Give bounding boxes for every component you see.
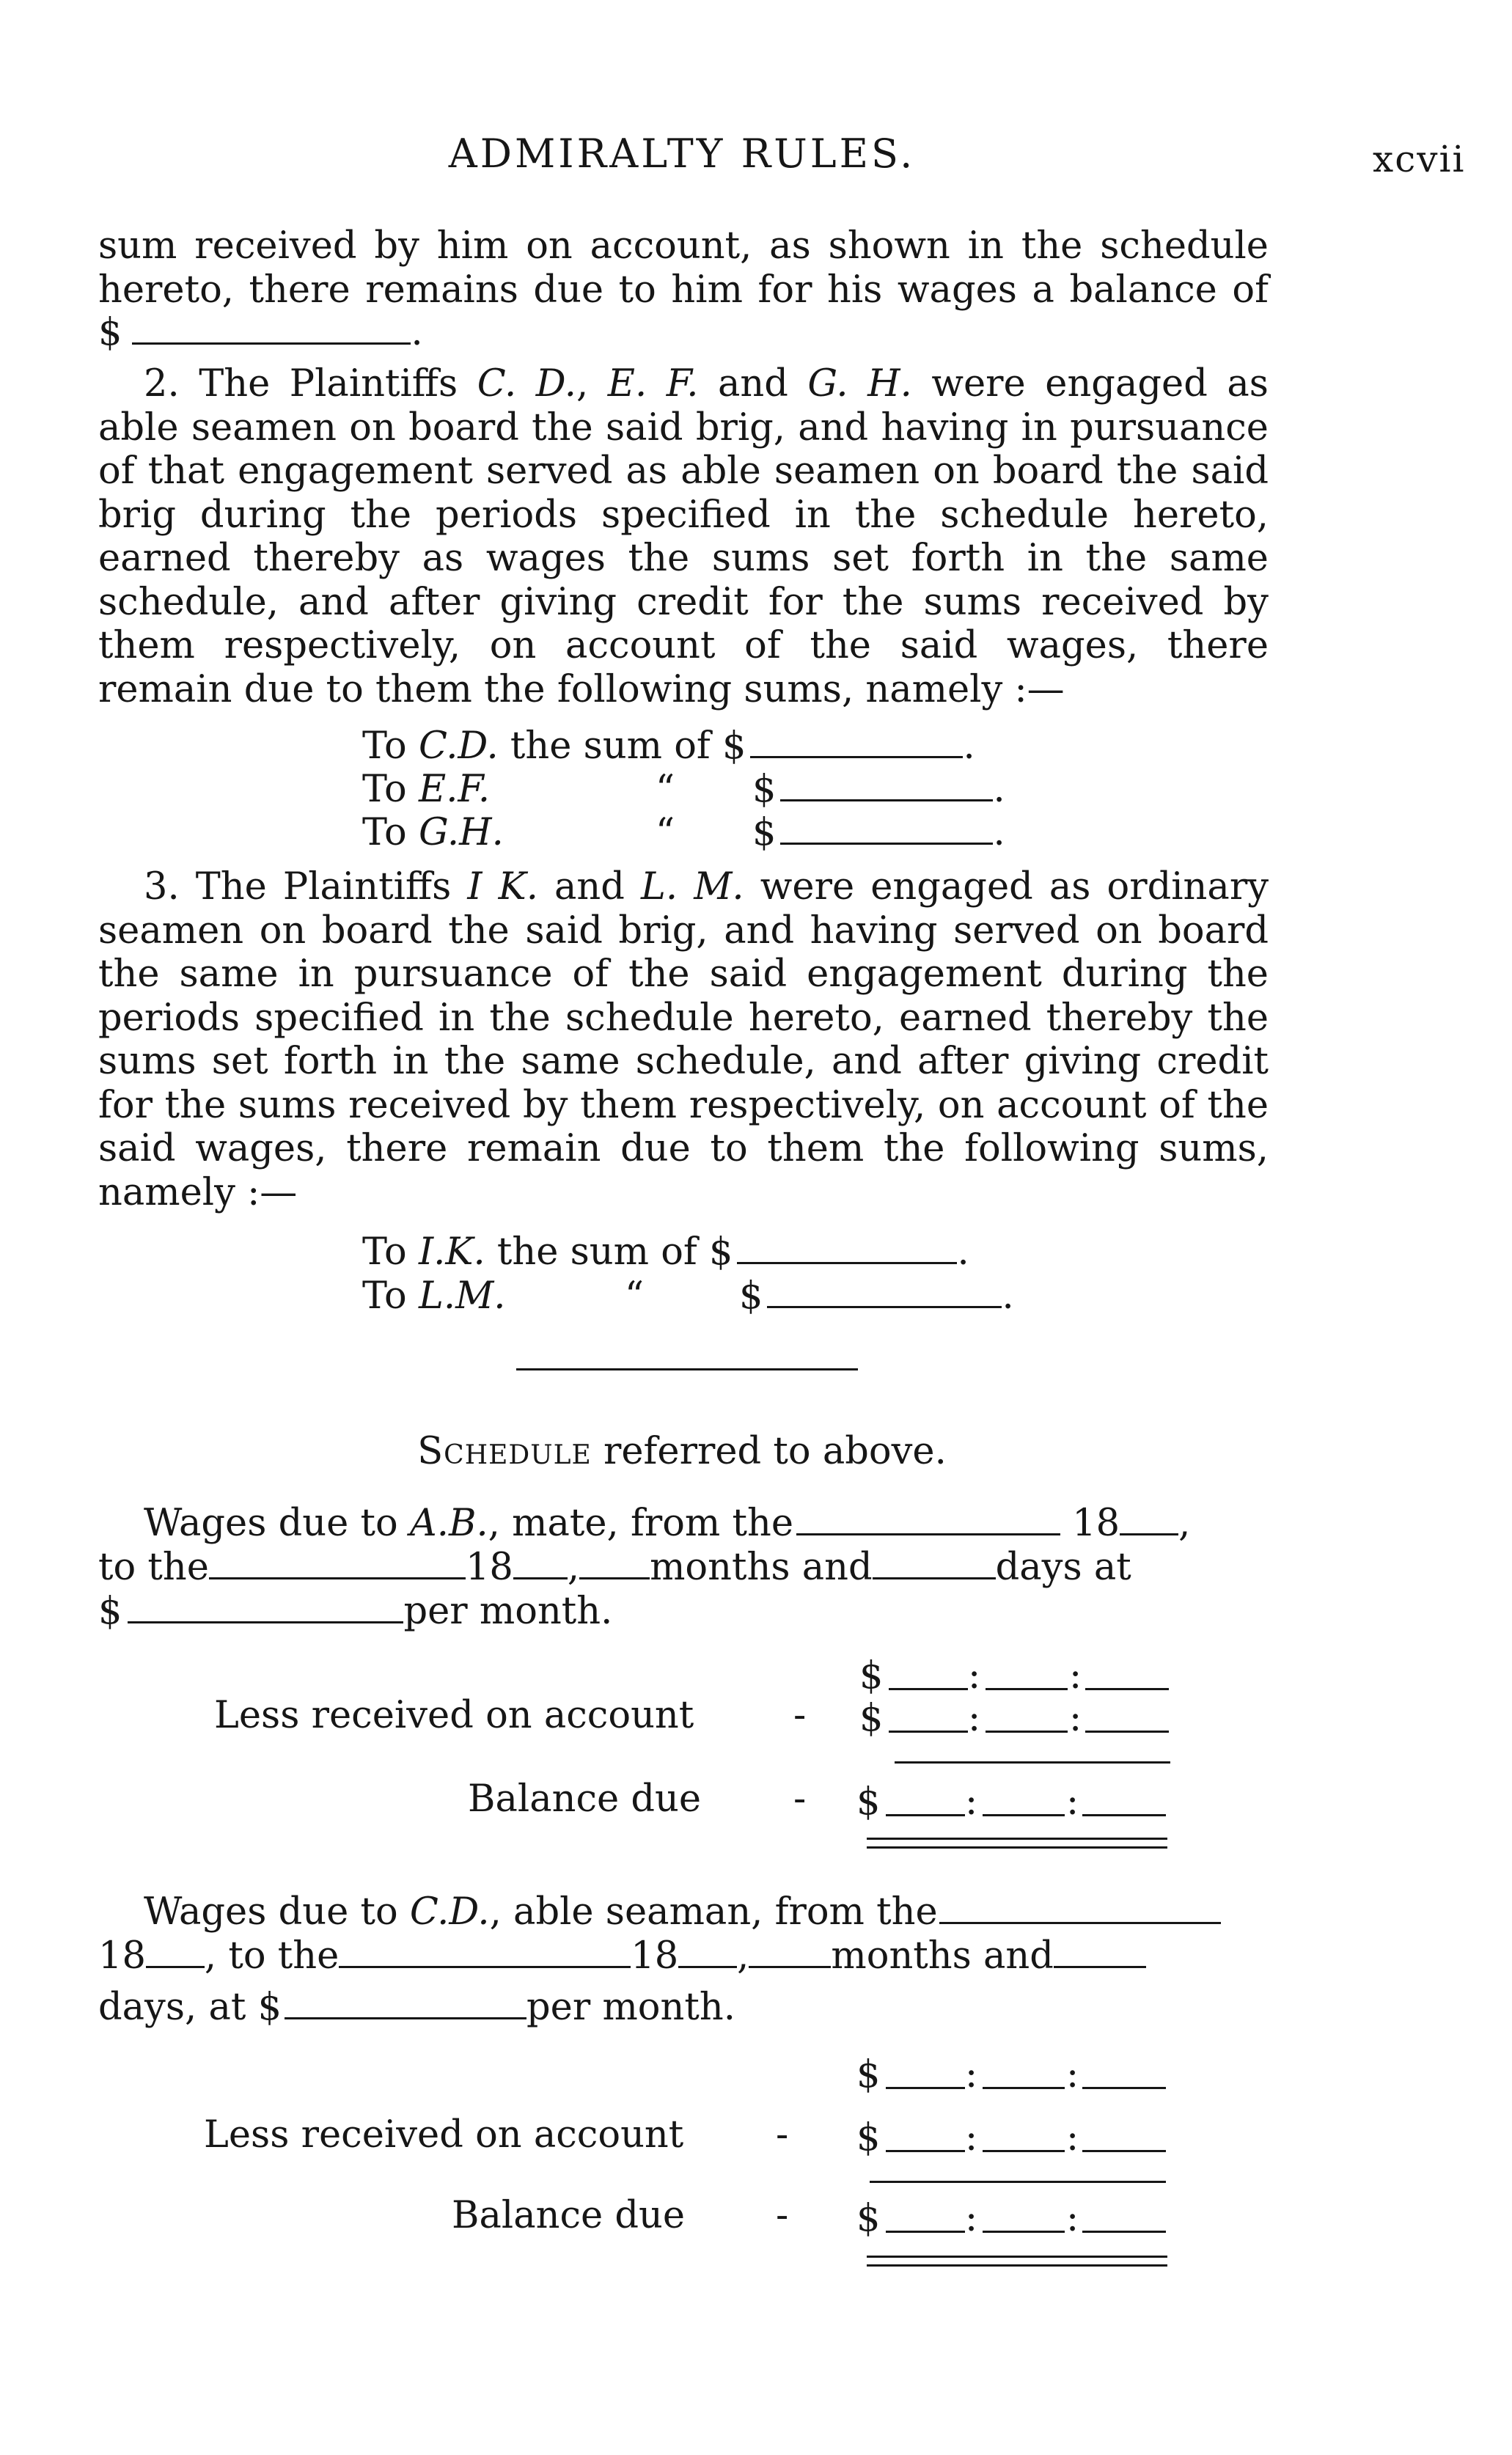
plaintiff-gh: G. H. <box>807 362 912 406</box>
sum-to: To <box>362 1274 407 1318</box>
blank-pence <box>1085 1659 1169 1690</box>
sum-line-ik <box>362 1230 969 1274</box>
sum-line-lm <box>362 1274 1014 1318</box>
sum-text: the sum of $ <box>510 724 746 768</box>
colon: : <box>965 2053 978 2096</box>
sum-name: E.F. <box>418 768 491 811</box>
dollar-sign: $ <box>98 1590 122 1633</box>
blank-shillings <box>986 1701 1068 1733</box>
entry-2-received-amount <box>856 2116 1079 2160</box>
seaman-name-ab: A.B. <box>409 1502 488 1545</box>
colon: : <box>968 1697 981 1740</box>
blank-dollars <box>886 2201 965 2233</box>
blank-balance-amount <box>132 313 411 345</box>
schedule-heading-word: Schedule <box>417 1430 592 1473</box>
plaintiff-ef: E. F. <box>607 362 699 406</box>
year-prefix: 18 <box>98 1934 146 1978</box>
blank-days <box>873 1548 996 1579</box>
period: . <box>1002 1274 1014 1318</box>
blank-days <box>1054 1937 1146 1968</box>
period: . <box>963 724 975 768</box>
comma: , <box>737 1934 749 1978</box>
entry-text: days at <box>995 1546 1131 1589</box>
total-rule-2 <box>867 1846 1167 1849</box>
dollar-group <box>752 768 1005 812</box>
entry-1-line-2 <box>98 1546 1131 1590</box>
dollar-sign: $ <box>856 2116 881 2159</box>
entry-2-line-2 <box>98 1934 1146 1978</box>
comma: , <box>1178 1502 1191 1545</box>
blank-year <box>1120 1504 1178 1535</box>
blank-pence <box>1082 1785 1166 1816</box>
blank-pence <box>1082 2201 1166 2233</box>
period: . <box>993 811 1005 854</box>
sum-line-gh <box>362 811 1005 855</box>
blank-shillings <box>983 2058 1065 2089</box>
balance-due-label: Balance due <box>452 2194 686 2237</box>
colon: : <box>965 2116 978 2159</box>
paragraph-2-number: 2. <box>144 362 180 406</box>
blank-dollars <box>886 1785 965 1816</box>
blank-year <box>513 1548 568 1579</box>
total-rule-2 <box>867 2264 1167 2267</box>
period: . <box>993 768 1005 811</box>
paragraph-3 <box>98 865 1269 1214</box>
plaintiff-lm: L. M. <box>641 865 744 909</box>
subtotal-rule <box>895 1761 1170 1764</box>
dollar-sign: $ <box>739 1274 763 1318</box>
colon: : <box>1069 1697 1082 1740</box>
balance-due-label: Balance due <box>468 1777 702 1821</box>
section-divider <box>516 1368 858 1370</box>
paragraph-1 <box>98 224 1269 312</box>
year-prefix: 18 <box>465 1546 513 1589</box>
colon: : <box>1069 1654 1082 1698</box>
blank-amount <box>780 813 993 845</box>
period: . <box>411 311 423 354</box>
period: . <box>957 1230 969 1274</box>
blank-dollars <box>886 2121 965 2152</box>
conjunction: and <box>717 362 788 406</box>
page-number: xcvii <box>1373 138 1466 180</box>
blank-to-date <box>209 1548 466 1579</box>
running-header-title: ADMIRALTY RULES. <box>448 131 916 177</box>
year-prefix: 18 <box>631 1934 679 1978</box>
blank-pence <box>1082 2058 1166 2089</box>
blank-shillings <box>983 2121 1065 2152</box>
sum-to: To <box>362 724 407 768</box>
entry-1-received-amount <box>859 1697 1082 1741</box>
colon: : <box>1066 2197 1079 2240</box>
blank-rate <box>285 1988 526 2019</box>
comma: , <box>567 1546 580 1589</box>
sum-name: G.H. <box>418 811 504 854</box>
colon: : <box>965 1780 978 1824</box>
entry-text: months and <box>650 1546 873 1589</box>
sum-name: L.M. <box>418 1274 506 1318</box>
dollar-group <box>739 1274 1014 1318</box>
blank-pence <box>1085 1701 1169 1733</box>
dash: - <box>776 2194 789 2237</box>
entry-text: Wages due to <box>144 1502 398 1545</box>
blank-dollars <box>886 2058 965 2089</box>
sum-name: I.K. <box>418 1230 485 1274</box>
conjunction: and <box>554 865 625 909</box>
total-rule-1 <box>867 1838 1167 1840</box>
ditto-mark: “ <box>625 1274 645 1318</box>
entry-text: months and <box>831 1934 1054 1978</box>
year-prefix: 18 <box>1072 1502 1120 1545</box>
dollar-sign: $ <box>98 311 122 354</box>
entry-text: , to the <box>204 1934 340 1978</box>
entry-1-balance-amount <box>856 1780 1079 1824</box>
entry-text: days, at $ <box>98 1986 282 2029</box>
blank-shillings <box>986 1659 1068 1690</box>
blank-amount <box>767 1277 1002 1308</box>
sum-line-ef <box>362 768 1005 812</box>
dash: - <box>793 1777 807 1821</box>
plaintiff-cd: C. D. <box>477 362 577 406</box>
dash: - <box>776 2113 789 2157</box>
dash: - <box>793 1694 807 1737</box>
entry-text: Wages due to <box>144 1890 398 1934</box>
sum-text: the sum of $ <box>496 1230 733 1274</box>
schedule-heading <box>0 1430 1364 1473</box>
less-received-label: Less received on account <box>204 2113 684 2157</box>
dollar-sign: $ <box>752 768 777 811</box>
dollar-sign: $ <box>856 1780 881 1824</box>
dollar-sign: $ <box>859 1697 884 1740</box>
blank-rate <box>128 1592 403 1623</box>
entry-text: per month. <box>526 1986 735 2029</box>
paragraph-3-number: 3. <box>144 865 180 909</box>
dollar-sign: $ <box>752 811 777 854</box>
sum-name: C.D. <box>418 724 499 768</box>
blank-dollars <box>889 1701 968 1733</box>
paragraph-2-text-a: The Plaintiffs <box>199 362 458 406</box>
blank-dollars <box>889 1659 968 1690</box>
dollar-sign: $ <box>856 2053 881 2096</box>
sum-line-cd <box>362 724 975 768</box>
blank-months <box>579 1548 650 1579</box>
entry-text: per month. <box>403 1590 613 1633</box>
blank-pence <box>1082 2121 1166 2152</box>
sum-to: To <box>362 768 407 811</box>
total-rule-1 <box>867 2256 1167 2258</box>
schedule-heading-rest: referred to above. <box>603 1430 947 1473</box>
paragraph-1-line-1: sum received by him on account, as shown in the schedule <box>98 224 1269 268</box>
ditto-mark: “ <box>656 768 675 811</box>
balance-line <box>98 311 423 355</box>
blank-shillings <box>983 1785 1065 1816</box>
entry-1-line-3 <box>98 1590 612 1634</box>
dollar-group <box>752 811 1005 855</box>
paragraph-2 <box>98 362 1269 711</box>
paragraph-3-text-a: The Plaintiffs <box>195 865 452 909</box>
seaman-name-cd: C.D. <box>409 1890 490 1934</box>
colon: : <box>1066 2053 1079 2096</box>
paragraph-3-text-b: were engaged as ordinary seamen on board the said brig, and having served on board the same in pursuance of the said engagement during the periods specified in the schedule hereto, earned thereby the sums set forth in the same schedule, and after giving credit for the sums received by them respectively, on account of the said wages, there remain due to them the following sums, namely :— <box>98 865 1269 1214</box>
blank-to-date <box>339 1937 631 1968</box>
entry-2-line-3 <box>98 1986 735 2030</box>
entry-2-wages-amount <box>856 2053 1079 2097</box>
blank-from-date <box>939 1893 1221 1924</box>
blank-amount <box>737 1233 957 1264</box>
paragraph-1-line-2: hereto, there remains due to him for his wages a balance of <box>98 268 1269 312</box>
colon: : <box>1066 2116 1079 2159</box>
entry-2-line-1 <box>144 1890 1221 1934</box>
dollar-sign: $ <box>859 1654 884 1698</box>
plaintiff-ik: I K. <box>467 865 538 909</box>
less-received-label: Less received on account <box>214 1694 694 1737</box>
blank-months <box>749 1937 831 1968</box>
blank-year <box>678 1937 737 1968</box>
ditto-mark: “ <box>656 811 675 854</box>
subtotal-rule <box>870 2181 1166 2183</box>
entry-text: to the <box>98 1546 209 1589</box>
sum-to: To <box>362 1230 407 1274</box>
blank-amount <box>750 727 963 758</box>
comma: , <box>576 362 589 406</box>
entry-text: , able seaman, from the <box>489 1890 938 1934</box>
entry-1-wages-amount <box>859 1654 1082 1698</box>
entry-text: , mate, from the <box>488 1502 793 1545</box>
paragraph-2-text-b: were engaged as able seamen on board the said brig, and having in pursuance of that engagement served as able seamen on board the said brig during the periods specified in the schedule hereto, earned thereby as wages the sums set forth in the same schedule, and after giving credit for the sums received by them respectively, on account of the said wages, there remain due to them the following sums, namely :— <box>98 362 1269 711</box>
colon: : <box>968 1654 981 1698</box>
blank-year <box>146 1937 205 1968</box>
entry-2-balance-amount <box>856 2197 1079 2241</box>
dollar-sign: $ <box>856 2197 881 2240</box>
blank-amount <box>780 770 993 801</box>
blank-from-date <box>796 1504 1060 1535</box>
sum-to: To <box>362 811 407 854</box>
blank-shillings <box>983 2201 1065 2233</box>
colon: : <box>1066 1780 1079 1824</box>
colon: : <box>965 2197 978 2240</box>
entry-1-line-1 <box>144 1502 1190 1546</box>
